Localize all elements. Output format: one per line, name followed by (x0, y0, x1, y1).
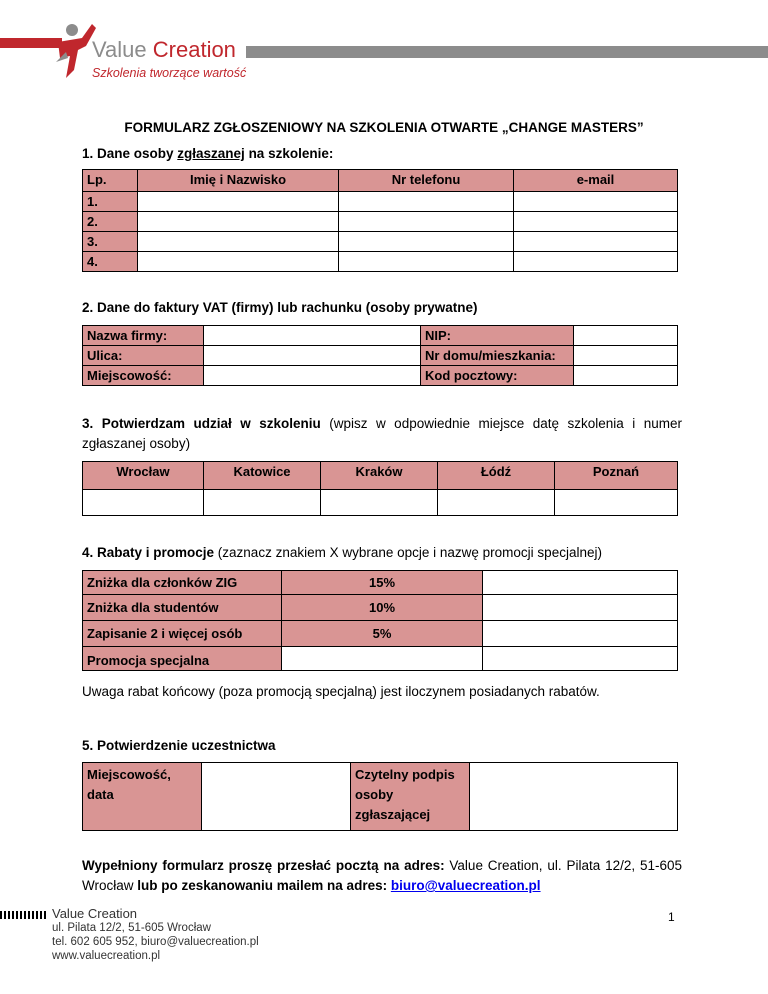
section1-title: 1. Dane osoby zgłaszanej na szkolenie: (82, 146, 334, 161)
footer-address: ul. Pilata 12/2, 51-605 Wrocław (52, 922, 211, 934)
logo-value: Value (92, 37, 147, 62)
row-number: 4. (83, 252, 138, 272)
discount-check-cell[interactable] (483, 621, 678, 647)
confirmation-table (82, 762, 678, 831)
form-title: FORMULARZ ZGŁOSZENIOWY NA SZKOLENIA OTWARTE „CHANGE MASTERS” (124, 120, 644, 135)
phone-cell[interactable] (339, 252, 514, 272)
email-cell[interactable] (514, 192, 678, 212)
house-number-field[interactable] (574, 346, 678, 366)
street-field[interactable] (204, 346, 421, 366)
city-krakow: Kraków (321, 462, 438, 490)
wroclaw-date-cell[interactable] (83, 490, 204, 516)
postal-code-label: Kod pocztowy: (421, 366, 574, 386)
katowice-date-cell[interactable] (204, 490, 321, 516)
table-row (83, 212, 678, 232)
discount-value: 5% (282, 621, 483, 647)
discounts-table (82, 570, 678, 671)
table-row (83, 252, 678, 272)
logo-creation: Creation (152, 37, 236, 62)
place-date-label: Miejscowość, data (83, 763, 202, 831)
email-cell[interactable] (514, 252, 678, 272)
discount-value: 10% (282, 595, 483, 621)
discount-label: Zapisanie 2 i więcej osób (83, 621, 282, 647)
krakow-date-cell[interactable] (321, 490, 438, 516)
discount-check-cell[interactable] (483, 595, 678, 621)
invoice-table (82, 325, 678, 386)
footer-stripes (0, 911, 46, 919)
discount-check-cell[interactable] (483, 571, 678, 595)
street-label: Ulica: (83, 346, 204, 366)
nip-field[interactable] (574, 326, 678, 346)
header-gray-bar (246, 46, 768, 58)
company-name-label: Nazwa firmy: (83, 326, 204, 346)
section2-title: 2. Dane do faktury VAT (firmy) lub rachunku (osoby prywatne) (82, 300, 478, 315)
city-poznan: Poznań (555, 462, 678, 490)
city-lodz: Łódź (438, 462, 555, 490)
participants-header-row (83, 170, 678, 192)
email-cell[interactable] (514, 232, 678, 252)
locations-table (82, 461, 678, 516)
lodz-date-cell[interactable] (438, 490, 555, 516)
table-row (83, 192, 678, 212)
table-row (83, 490, 678, 516)
phone-cell[interactable] (339, 192, 514, 212)
city-wroclaw: Wrocław (83, 462, 204, 490)
table-row (83, 621, 678, 647)
signature-field[interactable] (470, 763, 678, 831)
name-cell[interactable] (138, 252, 339, 272)
table-row (83, 346, 678, 366)
table-row (83, 232, 678, 252)
special-promo-label: Promocja specjalna (83, 647, 282, 671)
col-lp-header: Lp. (83, 170, 138, 192)
nip-label: NIP: (421, 326, 574, 346)
city-field[interactable] (204, 366, 421, 386)
discount-note: Uwaga rabat końcowy (poza promocją specjalną) jest iloczynem posiadanych rabatów. (82, 684, 600, 699)
discount-value: 15% (282, 571, 483, 595)
table-row (83, 366, 678, 386)
section4-title: 4. Rabaty i promocje (zaznacz znakiem X wybrane opcje i nazwę promocji specjalnej) (82, 545, 602, 560)
phone-cell[interactable] (339, 212, 514, 232)
col-phone-header: Nr telefonu (339, 170, 514, 192)
place-date-field[interactable] (202, 763, 351, 831)
table-row (83, 326, 678, 346)
discount-label: Zniżka dla studentów (83, 595, 282, 621)
email-link[interactable]: biuro@valuecreation.pl (390, 878, 541, 893)
footer-contact: tel. 602 605 952, biuro@valuecreation.pl (52, 936, 259, 948)
city-label: Miejscowość: (83, 366, 204, 386)
poznan-date-cell[interactable] (555, 490, 678, 516)
name-cell[interactable] (138, 212, 339, 232)
col-email-header: e-mail (514, 170, 678, 192)
col-name-header: Imię i Nazwisko (138, 170, 339, 192)
table-row (83, 571, 678, 595)
signature-label: Czytelny podpis osoby zgłaszającej (351, 763, 470, 831)
table-row (83, 595, 678, 621)
footer-website: www.valuecreation.pl (52, 950, 161, 962)
special-promo-name-cell[interactable] (282, 647, 483, 671)
row-number: 2. (83, 212, 138, 232)
page-number: 1 (668, 910, 675, 924)
house-number-label: Nr domu/mieszkania: (421, 346, 574, 366)
special-promo-check-cell[interactable] (483, 647, 678, 671)
logo-tagline: Szkolenia tworzące wartość (92, 66, 247, 80)
discount-label: Zniżka dla członków ZIG (83, 571, 282, 595)
closing-paragraph: Wypełniony formularz proszę przesłać pocztą na adres: Value Creation, ul. Pilata 12/2, 51-605 Wrocław lub po zeskanowaniu mailem na adres: biuro@valuecreation.pl (82, 858, 682, 893)
name-cell[interactable] (138, 192, 339, 212)
name-cell[interactable] (138, 232, 339, 252)
table-row (83, 763, 678, 831)
postal-code-field[interactable] (574, 366, 678, 386)
section5-title: 5. Potwierdzenie uczestnictwa (82, 738, 276, 753)
participants-table (82, 169, 678, 272)
section3-title: 3. Potwierdzam udział w szkoleniu (wpisz w odpowiednie miejsce datę szkolenia i numer zgłaszanej osoby) (82, 416, 682, 451)
footer-company: Value Creation (52, 906, 138, 921)
logo-wordmark (92, 38, 236, 62)
table-row (83, 647, 678, 671)
row-number: 1. (83, 192, 138, 212)
locations-header-row (83, 462, 678, 490)
phone-cell[interactable] (339, 232, 514, 252)
row-number: 3. (83, 232, 138, 252)
city-katowice: Katowice (204, 462, 321, 490)
email-cell[interactable] (514, 212, 678, 232)
company-name-field[interactable] (204, 326, 421, 346)
